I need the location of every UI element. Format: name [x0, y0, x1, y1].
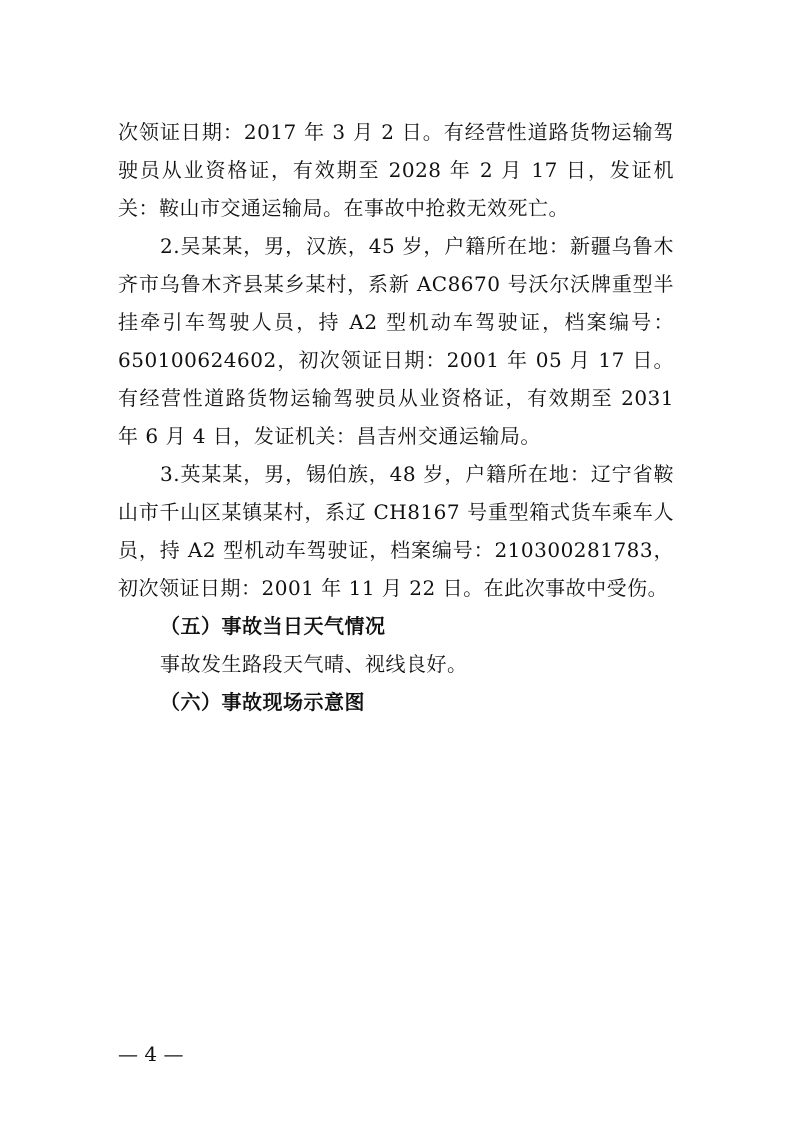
paragraph-person-3: 3.英某某，男，锡伯族，48 岁，户籍所在地：辽宁省鞍山市千山区某镇某村，系辽 CH8167 号重型箱式货车乘车人员，持 A2 型机动车驾驶证，档案编号：210300281783，初次领证日期：2001 年 11 月 22 日。在此次事故中受伤。 [118, 462, 674, 600]
document-body [118, 113, 674, 721]
paragraph-person-2: 2.吴某某，男，汉族，45 岁，户籍所在地：新疆乌鲁木齐市乌鲁木齐县某乡某村，系新 AC8670 号沃尔沃牌重型半挂牵引车驾驶人员，持 A2 型机动车驾驶证，档案编号：650100624602，初次领证日期：2001 年 05 月 17 日。有经营性道路货物运输驾驶员从业资格证，有效期至 2031 年 6 月 4 日，发证机关：昌吉州交通运输局。 [118, 234, 674, 448]
page-number: — 4 — [118, 1042, 184, 1066]
section-heading-scene-diagram: （六）事故现场示意图 [160, 690, 365, 714]
paragraph-weather: 事故发生路段天气晴、视线良好。 [160, 652, 468, 676]
paragraph-continuation: 次领证日期：2017 年 3 月 2 日。有经营性道路货物运输驾驶员从业资格证，有效期至 2028 年 2 月 17 日，发证机关：鞍山市交通运输局。在事故中抢救无效死亡。 [118, 120, 674, 220]
section-heading-weather: （五）事故当日天气情况 [160, 614, 386, 638]
